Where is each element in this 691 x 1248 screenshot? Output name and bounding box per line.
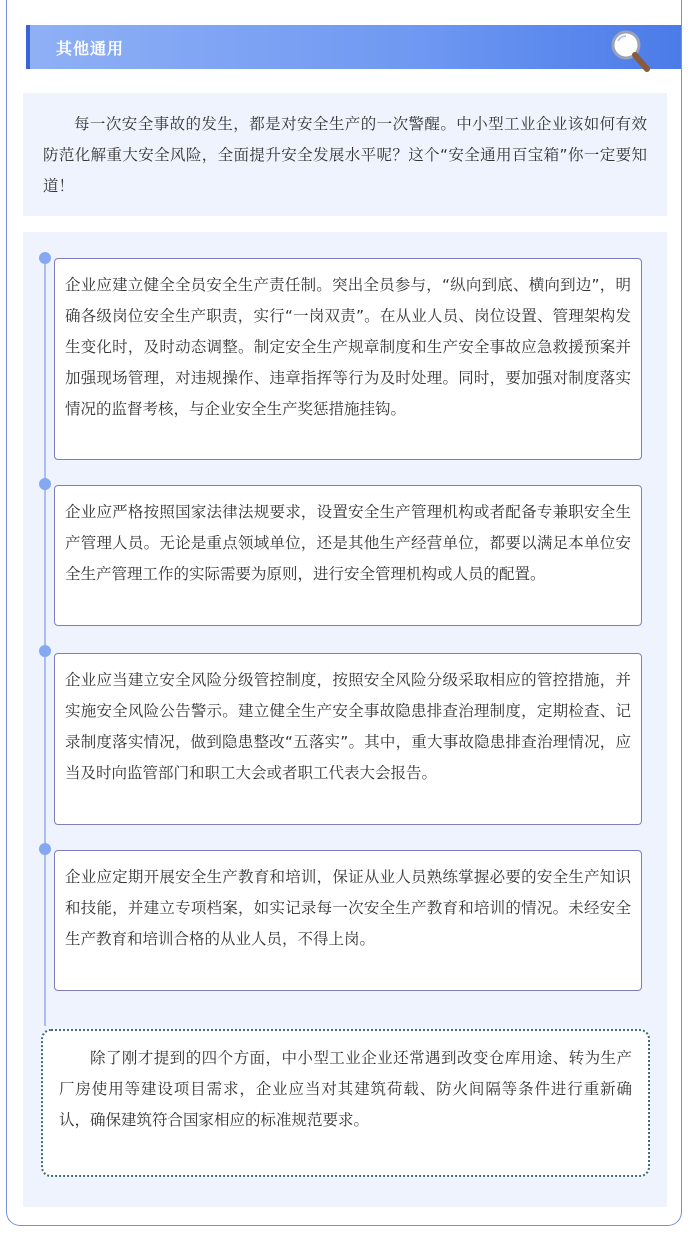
timeline-dot <box>39 645 51 657</box>
guidelines-section <box>23 232 667 1207</box>
guideline-card: 企业应当建立安全风险分级管控制度，按照安全风险分级采取相应的管控措施，并实施安全风险公告警示。建立健全生产安全事故隐患排查治理制度，定期检查、记录制度落实情况，做到隐患整改“五落实”。其中，重大事故隐患排查治理情况，应当及时向监管部门和职工大会或者职工代表大会报告。 <box>54 653 642 825</box>
timeline-line <box>44 256 46 1026</box>
summary-note: 除了刚才提到的四个方面，中小型工业企业还常遇到改变仓库用途、转为生产厂房使用等建设项目需求，企业应当对其建筑荷载、防火间隔等条件进行重新确认，确保建筑符合国家相应的标准规范要求。 <box>41 1029 650 1177</box>
guideline-card: 企业应建立健全全员安全生产责任制。突出全员参与，“纵向到底、横向到边”，明确各级岗位安全生产职责，实行“一岗双责”。在从业人员、岗位设置、管理架构发生变化时，及时动态调整。制定安全生产规章制度和生产安全事故应急救援预案并加强现场管理，对违规操作、违章指挥等行为及时处理。同时，要加强对制度落实情况的监督考核，与企业安全生产奖惩措施挂钩。 <box>54 258 642 460</box>
timeline-dot <box>39 843 51 855</box>
guideline-card: 企业应严格按照国家法律法规要求，设置安全生产管理机构或者配备专兼职安全生产管理人员。无论是重点领域单位，还是其他生产经营单位，都要以满足本单位安全生产管理工作的实际需要为原则，进行安全管理机构或人员的配置。 <box>54 485 642 626</box>
section-header <box>26 25 681 69</box>
timeline-dot <box>39 478 51 490</box>
timeline-dot <box>39 252 51 264</box>
intro-paragraph: 每一次安全事故的发生，都是对安全生产的一次警醒。中小型工业企业该如何有效防范化解重大安全风险，全面提升安全发展水平呢？这个“安全通用百宝箱”你一定要知道！ <box>23 93 667 216</box>
section-title: 其他通用 <box>56 39 125 58</box>
guideline-card: 企业应定期开展安全生产教育和培训，保证从业人员熟练掌握必要的安全生产知识和技能，并建立专项档案，如实记录每一次安全生产教育和培训的情况。未经安全生产教育和培训合格的从业人员，不得上岗。 <box>54 850 642 991</box>
magnifier-icon <box>609 27 653 75</box>
